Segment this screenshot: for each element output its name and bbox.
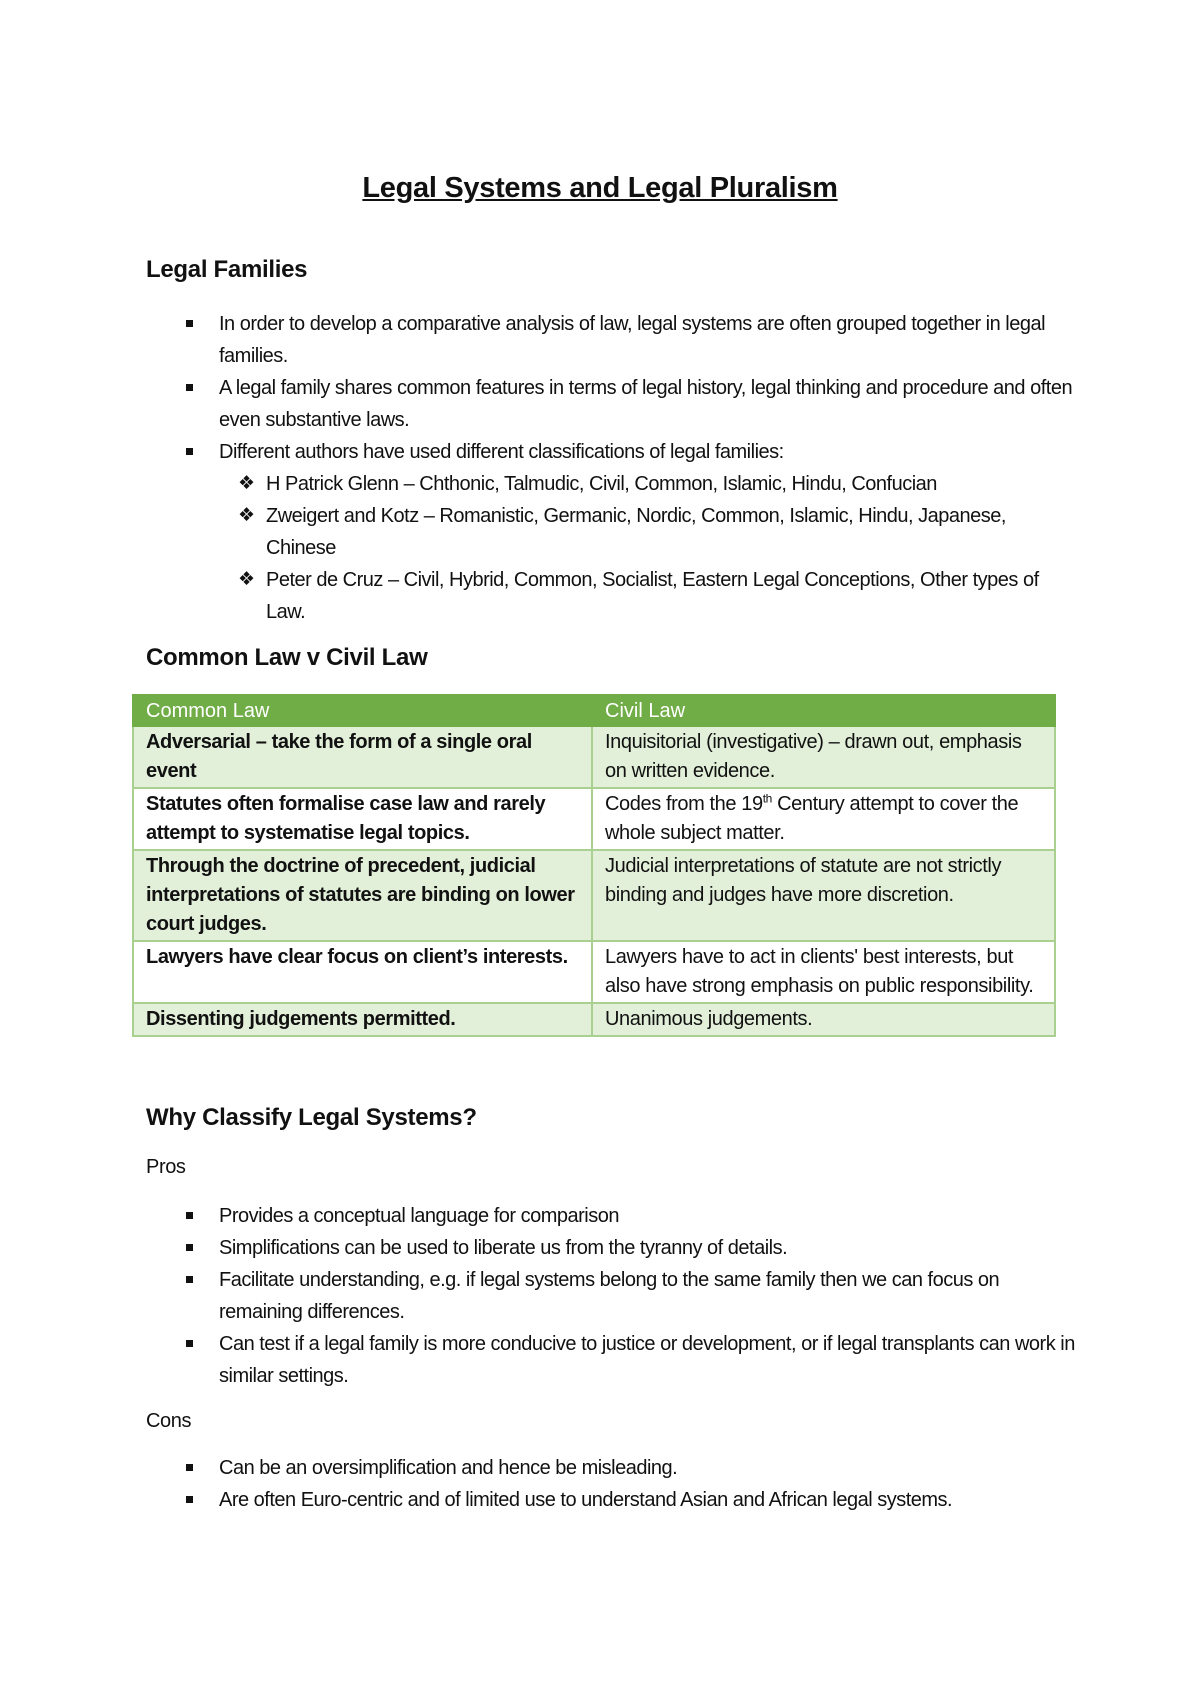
list-item: Provides a conceptual language for comparison xyxy=(146,1200,1076,1232)
table-row xyxy=(133,726,1055,788)
diamond-bullet-icon: ❖ xyxy=(238,569,255,590)
diamond-bullet-icon: ❖ xyxy=(238,505,255,526)
square-bullet-icon xyxy=(186,1340,193,1347)
square-bullet-icon xyxy=(186,448,193,455)
list-item: ❖ Zweigert and Kotz – Romanistic, Germanic, Nordic, Common, Islamic, Hindu, Japanese, Chinese xyxy=(219,500,1076,564)
list-item: Are often Euro-centric and of limited use to understand Asian and African legal systems. xyxy=(146,1484,1076,1516)
civil-law-cell: Inquisitorial (investigative) – drawn out, emphasis on written evidence. xyxy=(592,726,1055,788)
table-row xyxy=(133,1003,1055,1036)
common-law-cell: Statutes often formalise case law and rarely attempt to systematise legal topics. xyxy=(133,788,592,850)
list-item: Facilitate understanding, e.g. if legal systems belong to the same family then we can focus on remaining differences. xyxy=(146,1264,1076,1328)
square-bullet-icon xyxy=(186,320,193,327)
square-bullet-icon xyxy=(186,384,193,391)
square-bullet-icon xyxy=(186,1276,193,1283)
civil-law-cell: Judicial interpretations of statute are not strictly binding and judges have more discretion. xyxy=(592,850,1055,941)
square-bullet-icon xyxy=(186,1464,193,1471)
civil-law-cell: Unanimous judgements. xyxy=(592,1003,1055,1036)
list-item: A legal family shares common features in terms of legal history, legal thinking and procedure and often even substantive laws. xyxy=(146,372,1076,436)
legal-families-heading: Legal Families xyxy=(146,256,308,283)
list-item: Simplifications can be used to liberate us from the tyranny of details. xyxy=(146,1232,1076,1264)
table-header-row xyxy=(133,695,1055,726)
common-law-cell: Through the doctrine of precedent, judicial interpretations of statutes are binding on lower court judges. xyxy=(133,850,592,941)
table-row xyxy=(133,941,1055,1003)
list-item: Can be an oversimplification and hence be misleading. xyxy=(146,1452,1076,1484)
civil-law-cell: Lawyers have to act in clients' best interests, but also have strong emphasis on public responsibility. xyxy=(592,941,1055,1003)
cons-label: Cons xyxy=(146,1410,192,1432)
why-classify-heading: Why Classify Legal Systems? xyxy=(146,1104,477,1131)
civil-law-cell: Codes from the 19th Century attempt to cover the whole subject matter. xyxy=(592,788,1055,850)
comparison-table xyxy=(132,694,1056,1037)
table-row xyxy=(133,788,1055,850)
classification-list xyxy=(219,468,1076,628)
list-item: ❖ H Patrick Glenn – Chthonic, Talmudic, Civil, Common, Islamic, Hindu, Confucian xyxy=(219,468,1076,500)
column-header-civil-law: Civil Law xyxy=(592,695,1055,726)
cons-list xyxy=(146,1452,1076,1516)
diamond-bullet-icon: ❖ xyxy=(238,473,255,494)
list-item: In order to develop a comparative analysis of law, legal systems are often grouped together in legal families. xyxy=(146,308,1076,372)
common-law-cell: Adversarial – take the form of a single oral event xyxy=(133,726,592,788)
legal-families-list xyxy=(146,308,1076,628)
list-item: ❖ Peter de Cruz – Civil, Hybrid, Common, Socialist, Eastern Legal Conceptions, Other types of Law. xyxy=(219,564,1076,628)
square-bullet-icon xyxy=(186,1244,193,1251)
common-law-cell: Lawyers have clear focus on client’s interests. xyxy=(133,941,592,1003)
common-law-cell: Dissenting judgements permitted. xyxy=(133,1003,592,1036)
pros-label: Pros xyxy=(146,1156,186,1178)
square-bullet-icon xyxy=(186,1496,193,1503)
pros-list xyxy=(146,1200,1076,1392)
comparison-heading: Common Law v Civil Law xyxy=(146,644,428,671)
comparison-table-wrap xyxy=(132,694,1054,1037)
column-header-common-law: Common Law xyxy=(133,695,592,726)
list-item: Different authors have used different classifications of legal families: ❖ H Patrick Glenn – Chthonic, Talmudic, Civil, Common, Islamic, Hindu, Confucian ❖ Zweigert and Kotz – Romanistic, Germanic, Nordic, Common, Islamic, Hindu, Japanese, Chinese ❖ Peter de Cruz – Civil, Hybrid, Common, Socialist, Eastern Legal Conceptions, Other types of Law. xyxy=(146,436,1076,628)
square-bullet-icon xyxy=(186,1212,193,1219)
table-row xyxy=(133,850,1055,941)
list-item: Can test if a legal family is more conducive to justice or development, or if legal transplants can work in similar settings. xyxy=(146,1328,1076,1392)
document-title: Legal Systems and Legal Pluralism xyxy=(362,172,838,204)
